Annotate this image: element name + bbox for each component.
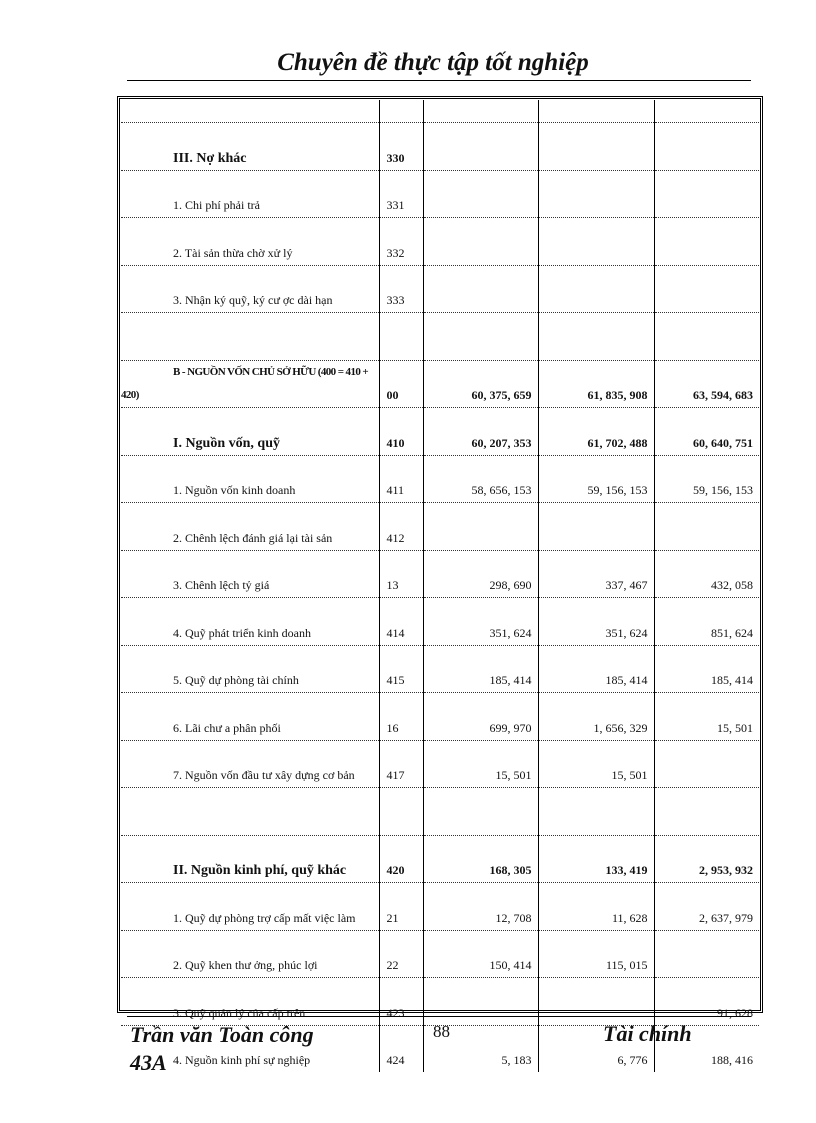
row-value-1 xyxy=(423,123,538,171)
row-value-2: 59, 156, 153 xyxy=(538,455,654,503)
table-row xyxy=(121,265,759,313)
row-desc: B - NGUỒN VỐN CHỦ SỞ HỮU (400 = 410 + 420) xyxy=(121,360,379,408)
row-code: 420 xyxy=(379,835,423,883)
row-code: 00 xyxy=(379,360,423,408)
row-code: 333 xyxy=(379,265,423,313)
table-row xyxy=(121,360,759,408)
row-value-3: 2, 953, 932 xyxy=(654,835,759,883)
row-code: 13 xyxy=(379,550,423,598)
table-row xyxy=(121,100,759,123)
row-value-2 xyxy=(538,265,654,313)
table-row xyxy=(121,218,759,266)
table-row xyxy=(121,835,759,883)
row-value-1: 699, 970 xyxy=(423,693,538,741)
row-value-2: 115, 015 xyxy=(538,930,654,978)
row-value-2: 6, 776 xyxy=(538,1025,654,1072)
row-desc: 2. Quỹ khen thư ởng, phúc lợi xyxy=(121,930,379,978)
row-value-2 xyxy=(538,503,654,551)
table-row xyxy=(121,978,759,1026)
row-code: 412 xyxy=(379,503,423,551)
row-desc: 4. Quỹ phát triển kinh doanh xyxy=(121,598,379,646)
row-value-3 xyxy=(654,218,759,266)
row-code: 411 xyxy=(379,455,423,503)
row-value-3: 2, 637, 979 xyxy=(654,883,759,931)
row-value-1: 12, 708 xyxy=(423,883,538,931)
row-code: 331 xyxy=(379,170,423,218)
row-code: 415 xyxy=(379,645,423,693)
table-row xyxy=(121,455,759,503)
row-value-1 xyxy=(423,170,538,218)
row-value-3 xyxy=(654,740,759,788)
row-value-1 xyxy=(423,788,538,836)
table-row xyxy=(121,170,759,218)
row-value-2 xyxy=(538,100,654,123)
row-value-3 xyxy=(654,123,759,171)
row-value-1: 185, 414 xyxy=(423,645,538,693)
table-row xyxy=(121,883,759,931)
row-desc: II. Nguồn kinh phí, quỹ khác xyxy=(121,835,379,883)
row-value-3: 60, 640, 751 xyxy=(654,408,759,456)
row-value-3: 15, 501 xyxy=(654,693,759,741)
row-desc: 2. Chênh lệch đánh giá lại tài sản xyxy=(121,503,379,551)
page-header-title: Chuyên đề thực tập tốt nghiệp xyxy=(277,49,589,76)
row-desc: I. Nguồn vốn, quỹ xyxy=(121,408,379,456)
row-value-2 xyxy=(538,978,654,1026)
row-value-3 xyxy=(654,313,759,361)
row-value-1 xyxy=(423,313,538,361)
row-value-1: 15, 501 xyxy=(423,740,538,788)
row-value-2: 61, 702, 488 xyxy=(538,408,654,456)
row-value-1: 168, 305 xyxy=(423,835,538,883)
row-value-1 xyxy=(423,503,538,551)
row-code: 21 xyxy=(379,883,423,931)
row-code: 16 xyxy=(379,693,423,741)
row-desc: 3. Nhận ký quỹ, ký cư ợc dài hạn xyxy=(121,265,379,313)
row-desc: 6. Lãi chư a phân phối xyxy=(121,693,379,741)
footer-department: Tài chính xyxy=(603,1021,692,1046)
row-value-3: 91, 628 xyxy=(654,978,759,1026)
row-code: 423 xyxy=(379,978,423,1026)
footer-author: Trần văn Toàn công 43A xyxy=(130,1022,314,1075)
row-value-2 xyxy=(538,218,654,266)
row-desc xyxy=(121,313,379,361)
row-value-2: 61, 835, 908 xyxy=(538,360,654,408)
row-value-1 xyxy=(423,265,538,313)
row-desc: 5. Quỹ dự phòng tài chính xyxy=(121,645,379,693)
page-number: 88 xyxy=(433,1022,450,1041)
row-desc: 4. Nguồn kinh phí sự nghiệp xyxy=(121,1025,379,1072)
row-desc: 3. Quỹ quản lý của cấp trên xyxy=(121,978,379,1026)
row-value-2: 337, 467 xyxy=(538,550,654,598)
row-value-3: 185, 414 xyxy=(654,645,759,693)
row-code: 332 xyxy=(379,218,423,266)
row-desc: 2. Tài sản thừa chờ xử lý xyxy=(121,218,379,266)
row-value-2: 15, 501 xyxy=(538,740,654,788)
row-value-1: 60, 375, 659 xyxy=(423,360,538,408)
table-row xyxy=(121,740,759,788)
row-code: 424 xyxy=(379,1025,423,1072)
footer-rule xyxy=(127,1016,751,1017)
row-value-2: 133, 419 xyxy=(538,835,654,883)
row-desc: 1. Quỹ dự phòng trợ cấp mất việc làm xyxy=(121,883,379,931)
row-desc: 7. Nguồn vốn đầu tư xây dựng cơ bản xyxy=(121,740,379,788)
table-row xyxy=(121,645,759,693)
row-value-1 xyxy=(423,218,538,266)
row-value-3: 188, 416 xyxy=(711,1053,753,1067)
row-value-1: 60, 207, 353 xyxy=(423,408,538,456)
row-value-3: 851, 624 xyxy=(654,598,759,646)
row-code: 410 xyxy=(379,408,423,456)
table-row xyxy=(121,550,759,598)
table-row xyxy=(121,930,759,978)
row-code: 414 xyxy=(379,598,423,646)
row-value-2: 185, 414 xyxy=(538,645,654,693)
row-desc xyxy=(121,788,379,836)
balance-sheet-table xyxy=(121,100,759,1072)
row-desc: 3. Chênh lệch tỷ giá xyxy=(121,550,379,598)
row-value-1: 5, 183 xyxy=(423,1025,538,1072)
table-row xyxy=(121,693,759,741)
row-desc: III. Nợ khác xyxy=(121,123,379,171)
row-value-2: 11, 628 xyxy=(538,883,654,931)
row-value-2 xyxy=(538,788,654,836)
row-code xyxy=(379,100,423,123)
row-desc xyxy=(121,100,379,123)
row-value-3 xyxy=(654,170,759,218)
row-desc: 1. Nguồn vốn kinh doanh xyxy=(121,455,379,503)
row-value-3 xyxy=(654,265,759,313)
row-value-2 xyxy=(538,123,654,171)
row-value-3 xyxy=(654,788,759,836)
row-value-3: 63, 594, 683 xyxy=(654,360,759,408)
table-row xyxy=(121,313,759,361)
row-code: 417 xyxy=(379,740,423,788)
row-value-2 xyxy=(538,313,654,361)
row-desc: 1. Chi phí phải trả xyxy=(121,170,379,218)
row-code: 330 xyxy=(379,123,423,171)
row-value-3 xyxy=(654,930,759,978)
row-value-1: 150, 414 xyxy=(423,930,538,978)
table-row xyxy=(121,503,759,551)
row-value-3: 59, 156, 153 xyxy=(654,455,759,503)
row-code xyxy=(379,313,423,361)
table-row xyxy=(121,408,759,456)
row-value-3 xyxy=(654,100,759,123)
row-code xyxy=(379,788,423,836)
row-value-2: 1, 656, 329 xyxy=(538,693,654,741)
row-value-1 xyxy=(423,100,538,123)
row-value-2: 351, 624 xyxy=(538,598,654,646)
row-value-1: 351, 624 xyxy=(423,598,538,646)
row-value-1: 298, 690 xyxy=(423,550,538,598)
row-value-2 xyxy=(538,170,654,218)
row-code: 22 xyxy=(379,930,423,978)
row-value-3: 432, 058 xyxy=(654,550,759,598)
row-value-1 xyxy=(423,978,538,1026)
table-row xyxy=(121,788,759,836)
table-row xyxy=(121,598,759,646)
row-value-3 xyxy=(654,503,759,551)
table-row xyxy=(121,123,759,171)
header-rule xyxy=(127,80,751,81)
row-value-1: 58, 656, 153 xyxy=(423,455,538,503)
